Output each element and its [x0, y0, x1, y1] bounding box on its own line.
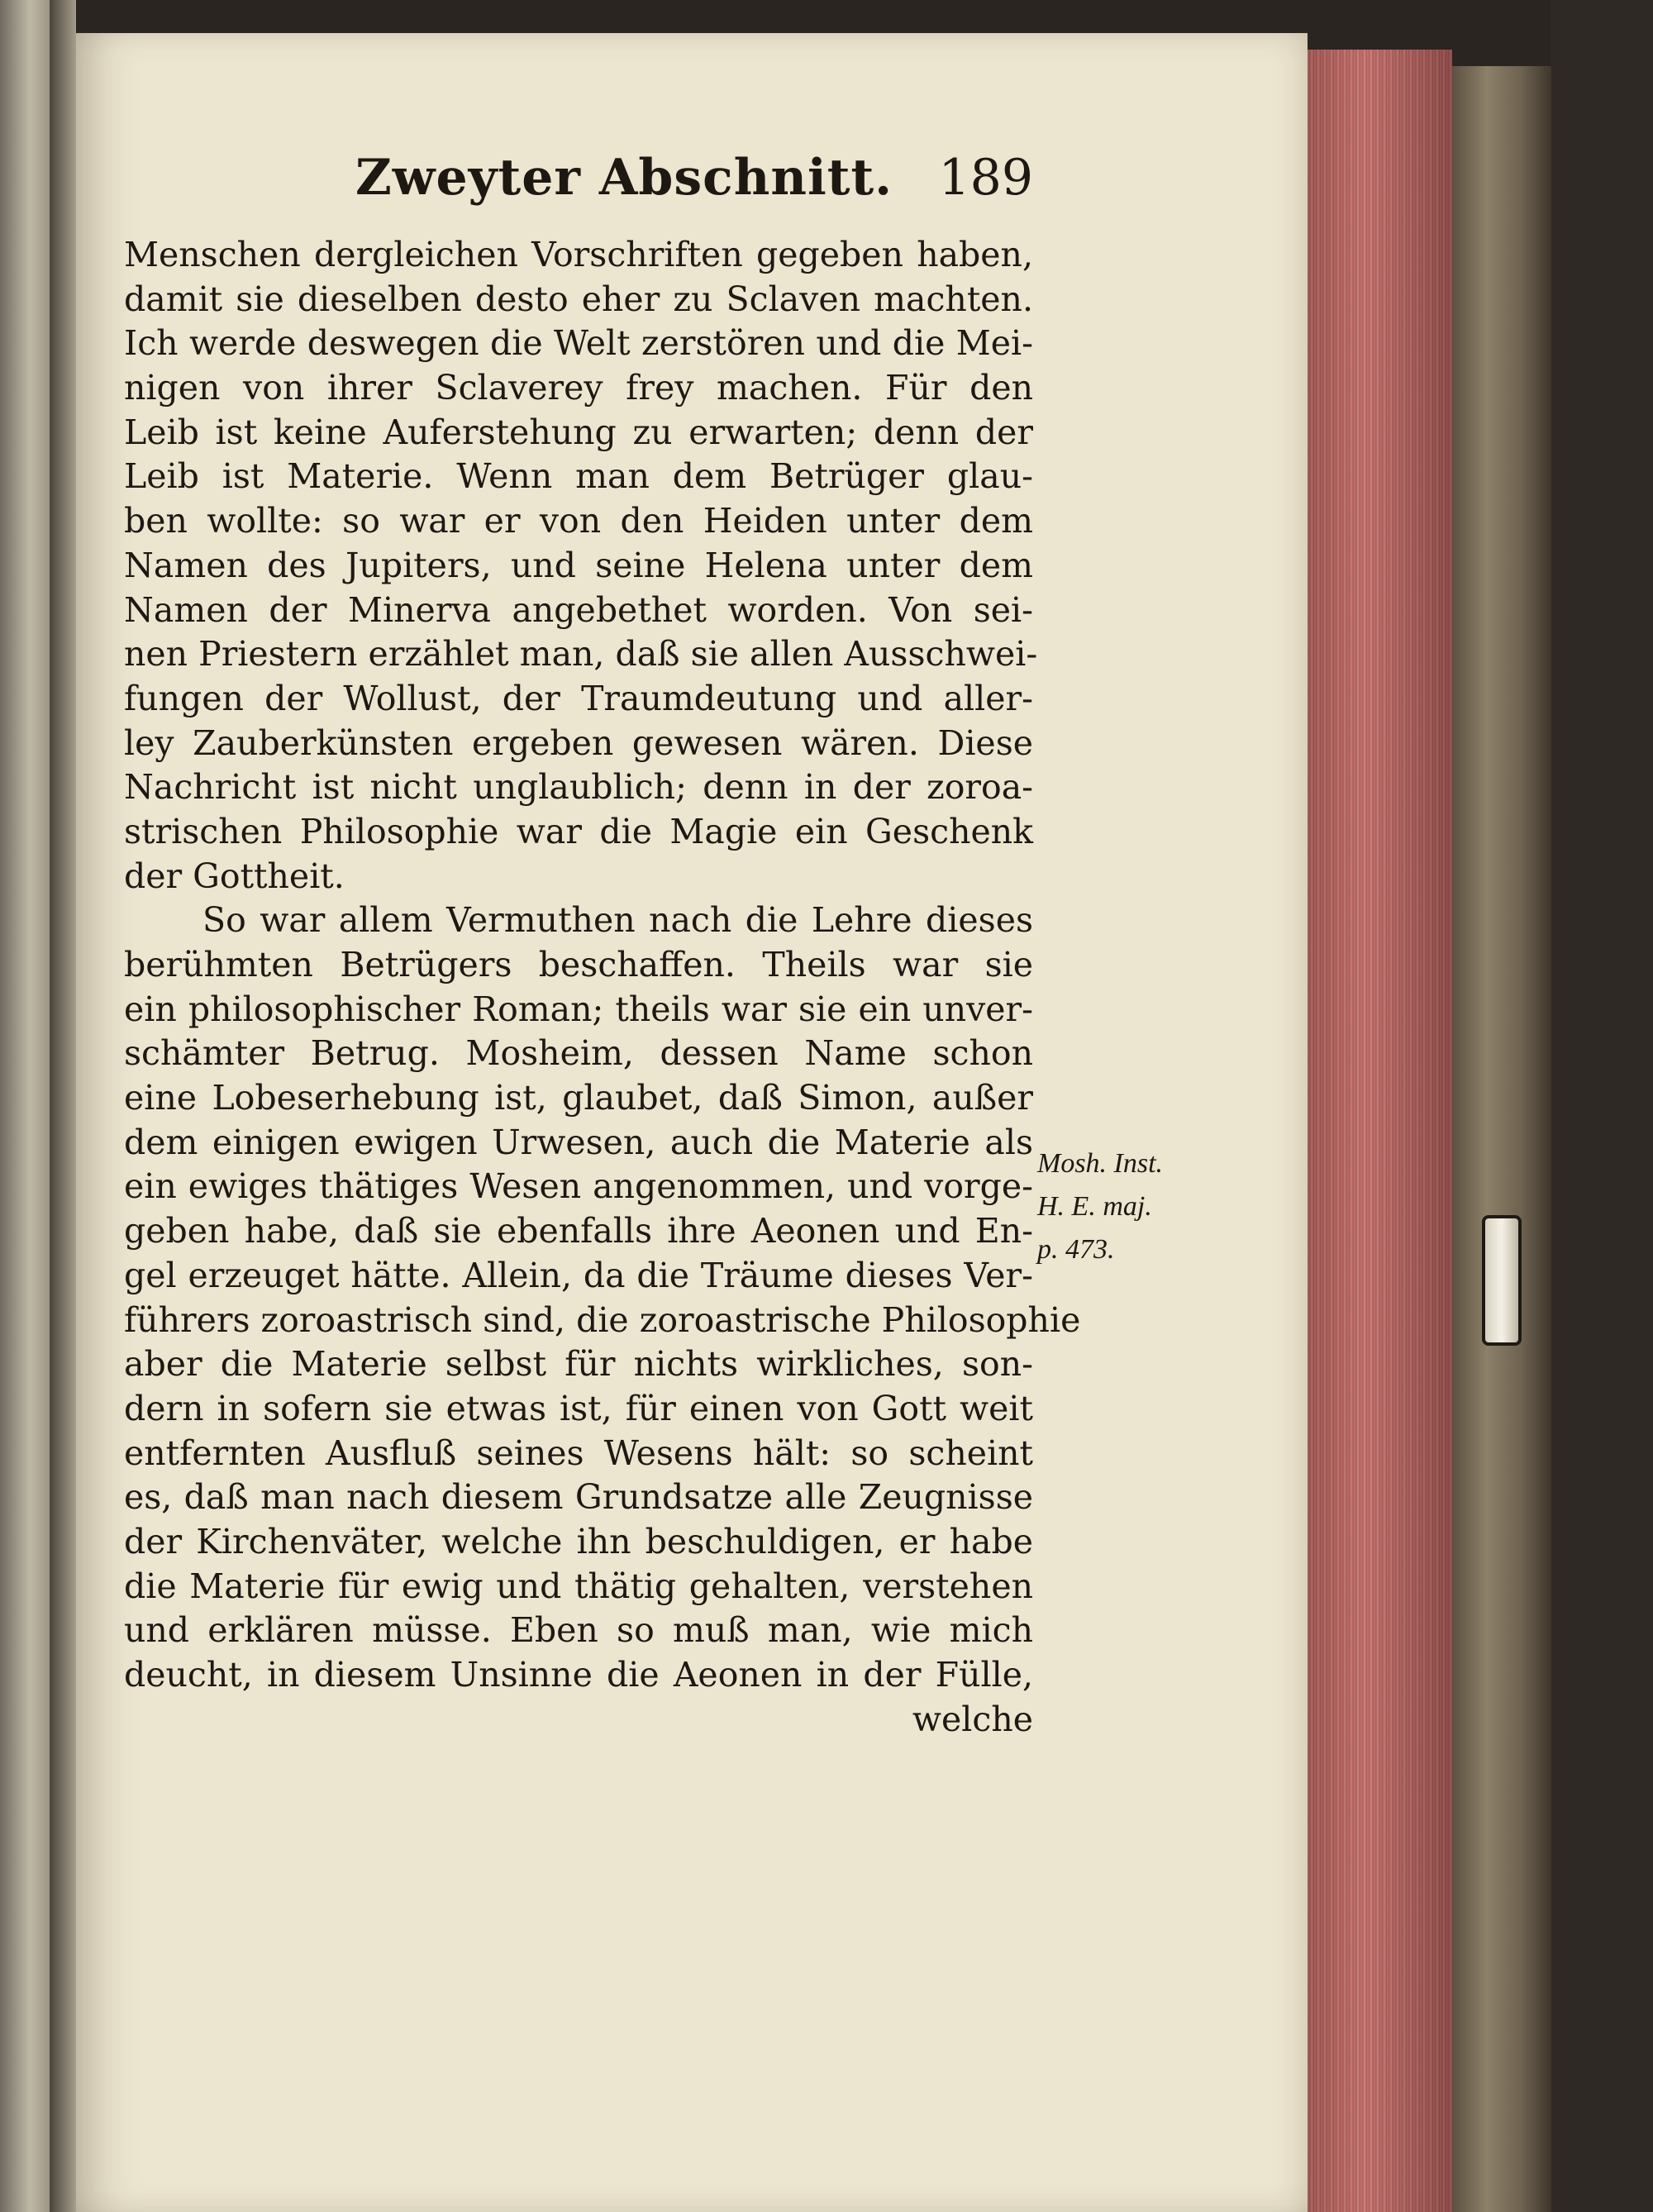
- marginal-note-line: Mosh. Inst.: [1037, 1148, 1164, 1179]
- catchword: welche: [912, 1699, 1033, 1739]
- book-gutter: [50, 0, 76, 2212]
- text-line: nen Priestern erzählet man, daß sie allen Ausschwei-: [124, 634, 1038, 675]
- text-line: Leib ist keine Auferstehung zu erwarten; denn der: [124, 412, 1033, 452]
- text-line: ein philosophischer Roman; theils war sie ein unver-: [124, 989, 1033, 1029]
- text-line: berühmten Betrügers beschaffen. Theils war sie: [124, 945, 1033, 984]
- marginal-note-line: H. E. maj.: [1037, 1191, 1152, 1222]
- text-line: aber die Materie selbst für nichts wirkliches, son-: [124, 1344, 1033, 1385]
- text-line: deucht, in diesem Unsinne die Aeonen in der Fülle,: [124, 1655, 1033, 1695]
- text-line: So war allem Vermuthen nach die Lehre dieses: [202, 900, 1033, 941]
- text-line: ben wollte: so war er von den Heiden unter dem: [124, 501, 1033, 541]
- text-line: Namen der Minerva angebethet worden. Von sei-: [124, 589, 1033, 630]
- background: [1551, 0, 1653, 2212]
- text-line: der Gottheit.: [124, 856, 345, 896]
- text-line: dern in sofern sie etwas ist, für einen von Gott weit: [124, 1388, 1033, 1428]
- text-line: ein ewiges thätiges Wesen angenommen, und vorge-: [124, 1166, 1033, 1207]
- text-line: dem einigen ewigen Urwesen, auch die Materie als: [124, 1122, 1033, 1162]
- text-line: Ich werde deswegen die Welt zerstören und die Mei-: [124, 323, 1033, 364]
- book-cover: [1452, 66, 1551, 2212]
- marginal-note: [1037, 1142, 1244, 1271]
- page-edges-shade: [1308, 50, 1452, 2212]
- marginal-note-line: p. 473.: [1037, 1234, 1115, 1265]
- text-line: schämter Betrug. Mosheim, dessen Name schon: [124, 1033, 1033, 1074]
- page-header: [355, 149, 1033, 215]
- text-line: es, daß man nach diesem Grundsatze alle Zeugnisse: [124, 1477, 1033, 1518]
- text-line: eine Lobeserhebung ist, glaubet, daß Simon, außer: [124, 1078, 1033, 1118]
- facing-page-edge: [0, 0, 50, 2212]
- text-line: Nachricht ist nicht unglaublich; denn in der zoroa-: [124, 767, 1033, 808]
- page-number: 189: [938, 149, 1033, 207]
- text-line: und erklären müsse. Eben so muß man, wie mich: [124, 1610, 1033, 1651]
- text-line: führers zoroastrisch sind, die zoroastrische Philosophie: [124, 1299, 1081, 1340]
- running-head: Zweyter Abschnitt.: [355, 149, 893, 207]
- text-line: strischen Philosophie war die Magie ein Geschenk: [124, 811, 1033, 851]
- text-line: Namen des Jupiters, und seine Helena unter dem: [124, 545, 1033, 585]
- text-line: fungen der Wollust, der Traumdeutung und aller-: [124, 678, 1033, 718]
- text-line: gel erzeuget hätte. Allein, da die Träume dieses Ver-: [124, 1255, 1033, 1295]
- text-line: die Materie für ewig und thätig gehalten, verstehen: [124, 1566, 1033, 1606]
- text-line: ley Zauberkünsten ergeben gewesen wären. Diese: [124, 722, 1033, 763]
- text-line: Menschen dergleichen Vorschriften gegeben haben,: [124, 235, 1033, 274]
- cover-clasp: [1482, 1215, 1522, 1346]
- text-line: Leib ist Materie. Wenn man dem Betrüger glau-: [124, 456, 1033, 497]
- text-line: nigen von ihrer Sclaverey frey machen. Für den: [124, 368, 1033, 408]
- text-line: geben habe, daß sie ebenfalls ihre Aeonen und En-: [124, 1211, 1033, 1251]
- text-line: der Kirchenväter, welche ihn beschuldigen, er habe: [124, 1521, 1033, 1561]
- text-line: damit sie dieselben desto eher zu Sclaven machten.: [124, 279, 1033, 319]
- text-line: entfernten Ausfluß seines Wesens hält: so scheint: [124, 1433, 1033, 1473]
